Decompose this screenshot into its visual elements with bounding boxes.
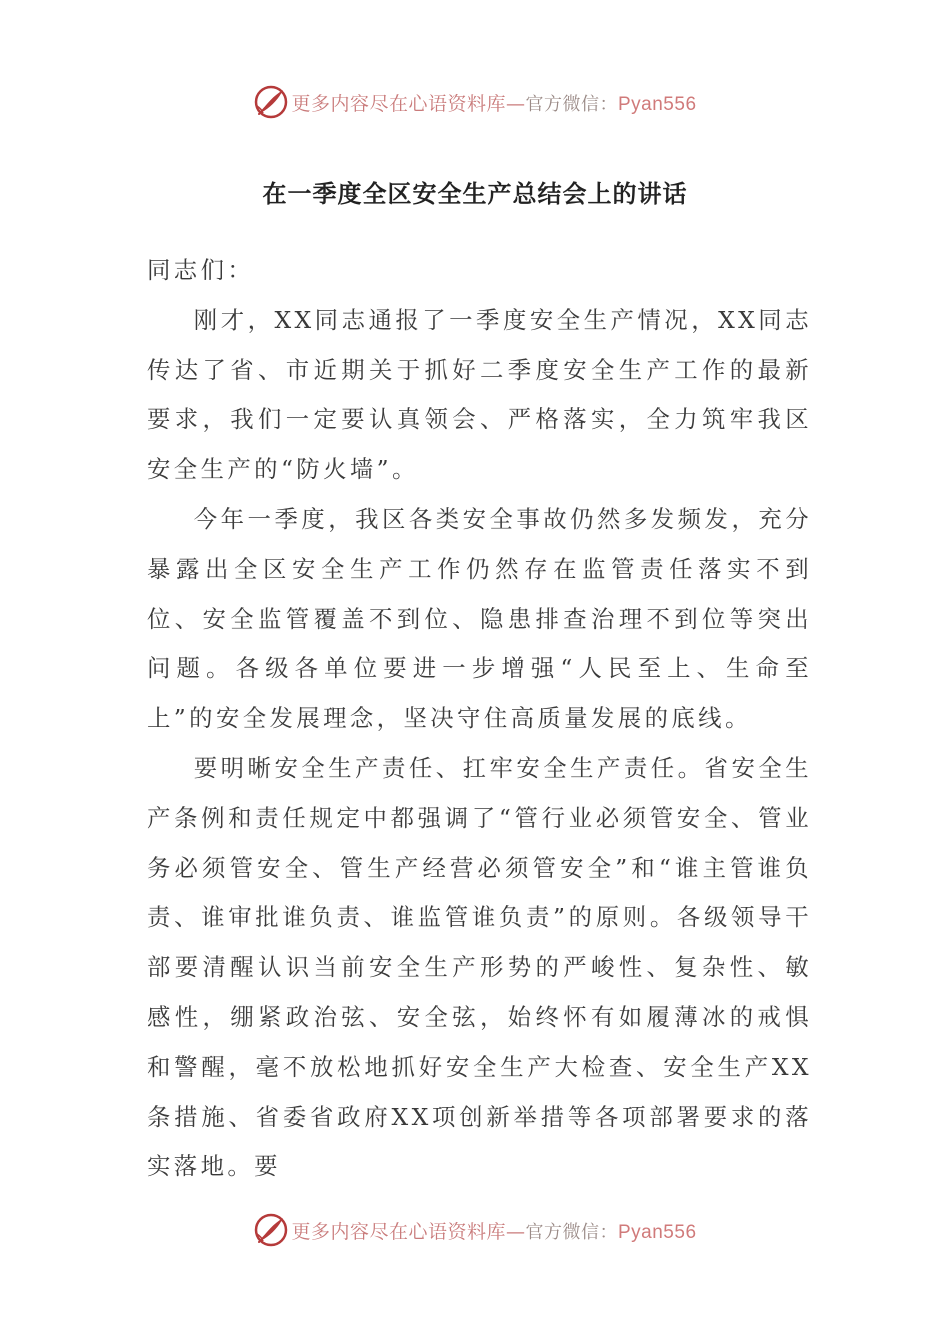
watermark-wechat-id: Pyan556 — [618, 93, 697, 115]
watermark-wechat-label: 官方微信： — [525, 93, 618, 115]
watermark-slogan: 更多内容尽在心语资料库 — [291, 1220, 506, 1243]
salutation: 同志们： — [147, 256, 255, 284]
watermark-wechat-label: 官方微信： — [525, 1221, 618, 1243]
paragraph-1: 刚才，XX同志通报了一季度安全生产情况，XX同志传达了省、市近期关于抓好二季度安全生产工作的最新要求，我们一定要认真领会、严格落实，全力筑牢我区安全生产的“防火墙”。 — [147, 305, 812, 484]
footer-watermark — [0, 1208, 950, 1252]
document-title: 在一季度全区安全生产总结会上的讲话 — [262, 180, 688, 208]
document-body — [147, 246, 812, 1192]
paragraph-2: 今年一季度，我区各类安全事故仍然多发频发，充分暴露出全区安全生产工作仍然存在监管责任落实不到位、安全监管覆盖不到位、隐患排查治理不到位等突出问题。各级各单位要进一步增强“人民至上、生命至上”的安全发展理念，坚决守住高质量发展的底线。 — [147, 504, 812, 733]
watermark-separator: — — [506, 1220, 526, 1243]
watermark-slogan: 更多内容尽在心语资料库 — [291, 92, 506, 115]
paragraph-3: 要明晰安全生产责任、扛牢安全生产责任。省安全生产条例和责任规定中都强调了“管行业必须管安全、管业务必须管安全、管生产经营必须管安全”和“谁主管谁负责、谁审批谁负责、谁监管谁负责”的原则。各级领导干部要清醒认识当前安全生产形势的严峻性、复杂性、敏感性，绷紧政治弦、安全弦，始终怀有如履薄冰的戒惧和警醒，毫不放松地抓好安全生产大检查、安全生产XX条措施、省委省政府XX项创新举措等各项部署要求的落实落地。要 — [147, 753, 812, 1181]
quill-pen-logo-icon — [253, 1212, 289, 1248]
header-watermark — [0, 80, 950, 124]
quill-pen-logo-icon — [253, 84, 289, 120]
watermark-text — [291, 89, 696, 116]
watermark-wechat-id: Pyan556 — [618, 1221, 697, 1243]
watermark-text — [291, 1217, 696, 1244]
watermark-separator: — — [506, 92, 526, 115]
